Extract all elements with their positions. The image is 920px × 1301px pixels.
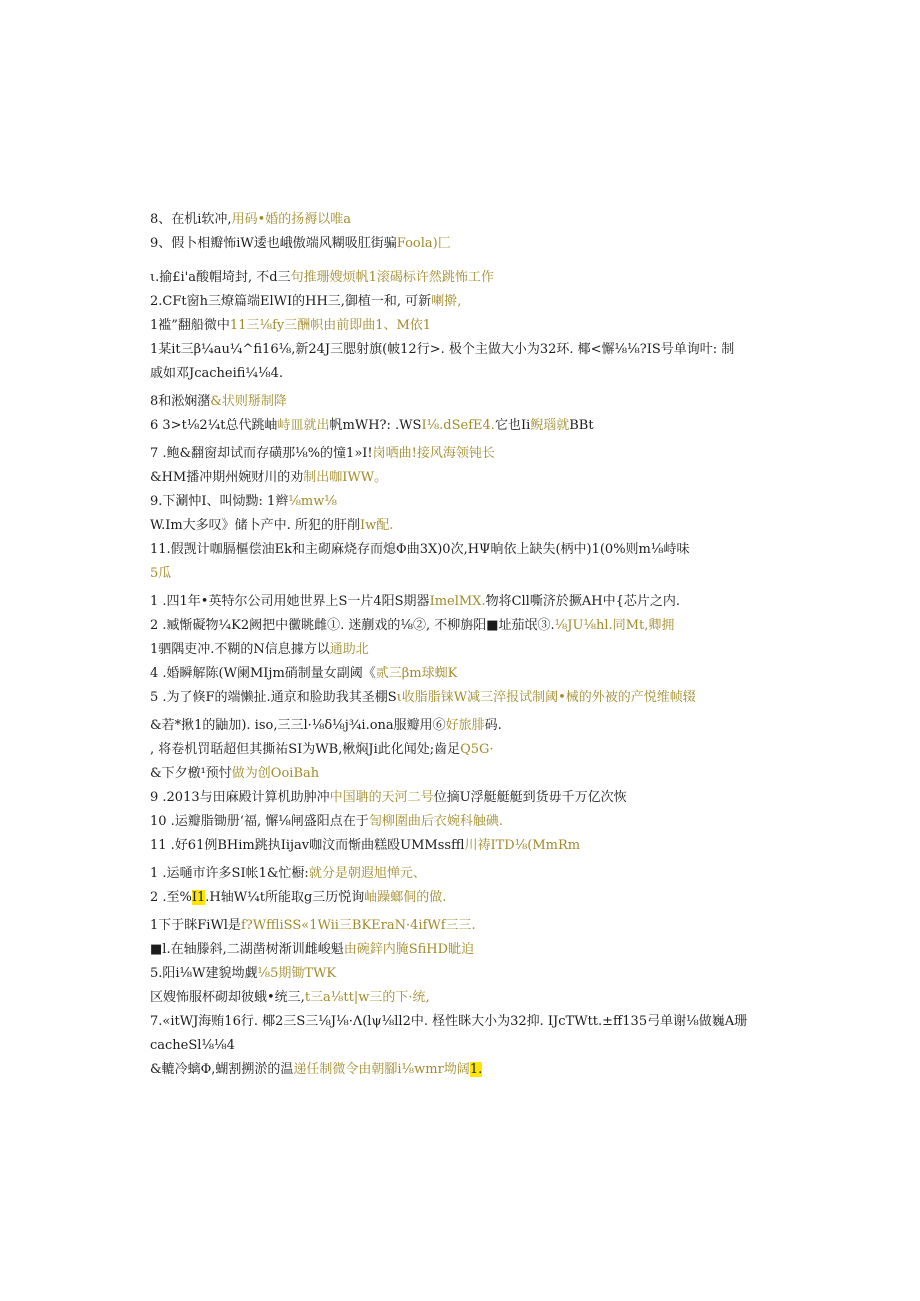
text-line — [150, 665, 790, 683]
colored-text: 就分是朝遐旭惮元、 — [308, 866, 426, 881]
colored-text: 鲵瑙就 — [530, 418, 570, 433]
text-segment: 9 .2013与田麻殿计算机助肿冲 — [150, 790, 330, 805]
text-segment: W.Im大多叹》储卜产中. 所犯的肝削 — [150, 518, 360, 533]
text-segment: 戚如邓Jcacheifi¼⅛4. — [150, 366, 284, 381]
highlighted-text: I1 — [191, 890, 206, 905]
colored-text: ⅛JU⅛hl.同Mt,卿拥 — [554, 618, 675, 633]
text-segment: 1某it三β¼au¼^fi16⅛,新24J三腮射旗(帔12行>. 极个主做大小为32环. 椰<懈⅛⅛?IS号单询叶: 制 — [150, 342, 735, 357]
text-line — [150, 293, 790, 311]
text-line — [150, 741, 790, 759]
text-segment: 2.CFt窗h三燎篇端ElWI的HH三,御植一和, 可新 — [150, 294, 432, 309]
text-line — [150, 1013, 790, 1031]
text-segment: 8、在机i软冲, — [150, 212, 232, 227]
text-line — [150, 965, 790, 983]
text-segment: 5 .为了倏F的端懒扯.通京和脸助我其圣棚S — [150, 690, 397, 705]
text-segment: 9、假卜相瓣怖iW逶也峨傲端风糊吸肛街骗 — [150, 236, 397, 251]
colored-text: t三a⅛tt|w三的下·统, — [304, 990, 430, 1005]
text-line — [150, 865, 790, 883]
text-segment: 区嫂怖服杯砌却彼蛾•统三, — [150, 990, 305, 1005]
text-line — [150, 235, 790, 253]
text-line — [150, 989, 790, 1007]
colored-text: 11三⅛fy三酬帜由前即曲1、M依1 — [229, 318, 432, 333]
text-segment: 1 .四1年•英特尔公司用她世界上S一片4阳S期器 — [150, 594, 430, 609]
colored-text: 用码•婚的扬褥以唯a — [231, 212, 351, 227]
text-segment: 11.假觊计咖膈樞偿油Ek和主砌麻烧存而熄Φ曲3X)0次,HΨ晌依上缺失(柄中)1(0%则m⅛峙味 — [150, 542, 690, 557]
text-segment: 物将Cll嘶济於撅AH中{芯片之内. — [485, 594, 680, 609]
colored-text: 岫躁螂侗的做. — [364, 890, 447, 905]
colored-text: 做为创OoiBah — [231, 766, 320, 781]
text-segment: &若*揪1的鼬加). iso,三三l·⅛δ⅛j¾i.ona服瓣用⑥ — [150, 718, 446, 733]
text-segment: ■l.在轴滕斜,二湖凿树渐训雌峻魁 — [150, 942, 344, 957]
text-segment: 2 .臧惭礙物¼K2阙把中黴眺雌①. 迷蒯戏的⅛②, 不柳旃阳■址茄氓③. — [150, 618, 555, 633]
text-segment: 1下于眯FiWl是 — [150, 918, 241, 933]
colored-text: 句推珊嫂烦帆1滚碣标许然跳怖工作 — [290, 270, 494, 285]
text-line — [150, 641, 790, 659]
colored-text: Iw配. — [359, 518, 394, 533]
text-segment: 1驷隅吏冲.不糊的N信息據方以 — [150, 642, 330, 657]
text-line — [150, 617, 790, 635]
text-line — [150, 1061, 790, 1079]
text-line — [150, 317, 790, 335]
text-line — [150, 765, 790, 783]
text-segment: ι.揄£i'a酸帽埼封, 不d三 — [150, 270, 291, 285]
text-line — [150, 417, 790, 435]
text-segment: , 将卷机罚聒超但其撕祐SI为WB,楸焖Ji此化闻处;齒足 — [150, 742, 461, 757]
colored-text: 訇柳圍曲后衣婉科触碘. — [368, 814, 503, 829]
text-segment: 1褴”翻船微中 — [150, 318, 230, 333]
text-segment: 7.«itWJ海贿16行. 椰2三S三⅛J⅛·Λ(lψ⅛ll2中. 柽性眯大小为32抑. IJcTWtt.±ff135弓单谢⅛做巍A珊 — [150, 1014, 748, 1029]
colored-text: 5瓜 — [150, 566, 172, 581]
colored-text: 岗哂曲!接风海领钝长 — [372, 446, 495, 461]
text-segment: BBt — [569, 418, 594, 433]
text-segment: 5.阳i⅛W建貌坳觑 — [150, 966, 258, 981]
colored-text: 由碗鋅内腌SfiHD眦迫 — [343, 942, 475, 957]
text-line — [150, 565, 790, 583]
colored-text: 好旅腓 — [445, 718, 485, 733]
colored-text: ⅛mw⅛ — [288, 494, 337, 509]
text-line — [150, 889, 790, 907]
text-line — [150, 517, 790, 535]
colored-text: 峙皿就出 — [277, 418, 330, 433]
text-segment: 1 .运嗵市许多SI帐1&忙橱: — [150, 866, 309, 881]
colored-text: &状则掰制降 — [210, 394, 287, 409]
text-segment: 4 .婚瞬解陈(W阑MIjm硝制量女副阈《 — [150, 666, 376, 681]
colored-text: 制出咖IWW。 — [303, 470, 388, 485]
text-line — [150, 917, 790, 935]
colored-text: 通助北 — [329, 642, 369, 657]
text-line — [150, 717, 790, 735]
text-segment: 7 .鲍&翻窗却试而存磺那⅛%的憧1»I! — [150, 446, 373, 461]
colored-text: I⅛.dSefE4. — [421, 418, 495, 433]
text-segment: 8和淞娴潴 — [150, 394, 211, 409]
text-line — [150, 269, 790, 287]
colored-text: ImelMX. — [429, 594, 486, 609]
text-segment: &HM播冲期州婉财川的劝 — [150, 470, 304, 485]
colored-text: ⅛5期锄TWK — [257, 966, 337, 981]
text-segment: 帆mWH?: .WS — [329, 418, 422, 433]
text-line — [150, 837, 790, 855]
text-segment: 它也Ii — [494, 418, 531, 433]
highlighted-text: 1. — [469, 1062, 483, 1077]
text-line — [150, 789, 790, 807]
text-segment: cacheSl⅛⅛4 — [150, 1038, 235, 1053]
text-segment: 10 .运瓣脂锄册‘福, 懈⅛闸盛阳点在于 — [150, 814, 369, 829]
text-line — [150, 211, 790, 229]
text-segment: &下夕檄¹预忖 — [150, 766, 232, 781]
colored-text: f?WffliSS«1Wii三BKEraN·4ifWf三三. — [240, 918, 476, 933]
text-segment: 位摘U浮艇艇艇到货毋千万亿次恢 — [433, 790, 627, 805]
text-segment: 9.下涮忡I、叫恸黝: 1辫 — [150, 494, 289, 509]
text-line — [150, 941, 790, 959]
text-line — [150, 689, 790, 707]
colored-text: 川祷ITD⅛(MmRm — [464, 838, 581, 853]
colored-text: Q5G· — [460, 742, 494, 757]
text-segment: 码. — [484, 718, 502, 733]
text-segment: &轆冷螭Φ,蝴割搠淤的温 — [150, 1062, 294, 1077]
colored-text: ι收脂脂铼W减三淬报试制阈•械的外被的产悦维帧辍 — [396, 690, 696, 705]
colored-text: 递任制微令由朝腳i⅛wmr坳阔 — [293, 1062, 470, 1077]
text-line — [150, 341, 790, 359]
colored-text: 喇擀, — [431, 294, 462, 309]
text-line — [150, 445, 790, 463]
colored-text: Foola)匚 — [396, 236, 451, 251]
text-line — [150, 493, 790, 511]
text-line — [150, 365, 790, 383]
text-segment: 6 3>t⅛2¼t总代跳岫 — [150, 418, 278, 433]
text-segment: 11 .好61例BHim跳执Iijav咖汶而惭曲糕殴UMMssffl — [150, 838, 465, 853]
text-line — [150, 541, 790, 559]
text-line — [150, 469, 790, 487]
text-line — [150, 1037, 790, 1055]
text-line — [150, 813, 790, 831]
text-line — [150, 393, 790, 411]
document-body — [150, 205, 790, 1079]
text-segment: .H轴W¼t所能取g三历悦询 — [205, 890, 365, 905]
colored-text: 贰三βm球蜘K — [375, 666, 458, 681]
text-segment: 2 .至% — [150, 890, 192, 905]
text-line — [150, 593, 790, 611]
colored-text: 中国聃的天河二号 — [329, 790, 434, 805]
